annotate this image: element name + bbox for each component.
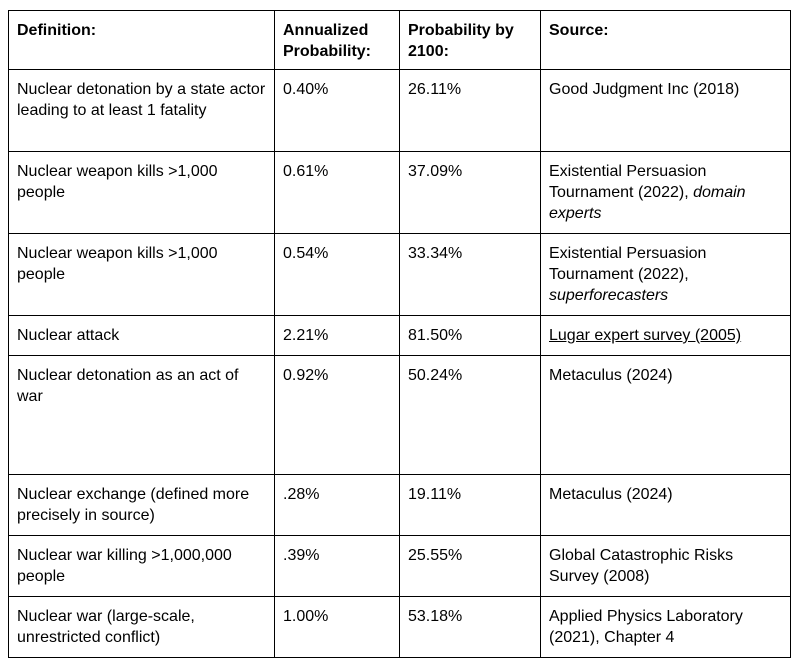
cell-by-2100: 37.09% bbox=[400, 152, 541, 234]
cell-by-2100: 81.50% bbox=[400, 316, 541, 356]
cell-definition: Nuclear weapon kills >1,000 people bbox=[9, 152, 275, 234]
table-row bbox=[9, 316, 791, 356]
cell-annualized: 2.21% bbox=[275, 316, 400, 356]
cell-definition: Nuclear war killing >1,000,000 people bbox=[9, 536, 275, 597]
table-row bbox=[9, 70, 791, 152]
cell-by-2100: 50.24% bbox=[400, 356, 541, 475]
table-row bbox=[9, 597, 791, 658]
cell-source bbox=[541, 152, 791, 234]
source-note: superforecasters bbox=[549, 287, 669, 304]
table-row bbox=[9, 356, 791, 475]
source-link[interactable]: Lugar expert survey (2005) bbox=[549, 327, 742, 344]
header-annualized-probability: Annualized Probability: bbox=[275, 11, 400, 70]
cell-by-2100: 26.11% bbox=[400, 70, 541, 152]
cell-source bbox=[541, 316, 791, 356]
cell-definition: Nuclear weapon kills >1,000 people bbox=[9, 234, 275, 316]
cell-definition: Nuclear attack bbox=[9, 316, 275, 356]
cell-annualized: .28% bbox=[275, 475, 400, 536]
source-text: Metaculus (2024) bbox=[549, 486, 673, 503]
nuclear-probability-table bbox=[8, 10, 791, 658]
cell-by-2100: 53.18% bbox=[400, 597, 541, 658]
cell-source bbox=[541, 70, 791, 152]
table-row bbox=[9, 475, 791, 536]
cell-by-2100: 19.11% bbox=[400, 475, 541, 536]
cell-definition: Nuclear exchange (defined more precisely in source) bbox=[9, 475, 275, 536]
source-text: Global Catastrophic Risks Survey (2008) bbox=[549, 547, 734, 585]
cell-annualized: 0.40% bbox=[275, 70, 400, 152]
cell-definition: Nuclear detonation by a state actor leading to at least 1 fatality bbox=[9, 70, 275, 152]
table-row bbox=[9, 234, 791, 316]
cell-annualized: 0.92% bbox=[275, 356, 400, 475]
source-text: Applied Physics Laboratory (2021), Chapter 4 bbox=[549, 608, 743, 646]
source-text: Existential Persuasion Tournament (2022), bbox=[549, 163, 707, 201]
cell-source bbox=[541, 597, 791, 658]
cell-source bbox=[541, 234, 791, 316]
table-row bbox=[9, 536, 791, 597]
header-source: Source: bbox=[541, 11, 791, 70]
cell-by-2100: 25.55% bbox=[400, 536, 541, 597]
source-text: Metaculus (2024) bbox=[549, 367, 673, 384]
cell-annualized: .39% bbox=[275, 536, 400, 597]
header-row bbox=[9, 11, 791, 70]
cell-annualized: 0.54% bbox=[275, 234, 400, 316]
cell-definition: Nuclear detonation as an act of war bbox=[9, 356, 275, 475]
cell-by-2100: 33.34% bbox=[400, 234, 541, 316]
source-text: Existential Persuasion Tournament (2022), bbox=[549, 245, 707, 283]
cell-source bbox=[541, 536, 791, 597]
cell-source bbox=[541, 356, 791, 475]
source-note: domain experts bbox=[549, 184, 746, 222]
table-row bbox=[9, 152, 791, 234]
cell-source bbox=[541, 475, 791, 536]
cell-annualized: 0.61% bbox=[275, 152, 400, 234]
source-text: Good Judgment Inc (2018) bbox=[549, 81, 740, 98]
probability-table-container bbox=[8, 10, 791, 658]
header-definition: Definition: bbox=[9, 11, 275, 70]
header-probability-by-2100: Probability by 2100: bbox=[400, 11, 541, 70]
cell-definition: Nuclear war (large-scale, unrestricted conflict) bbox=[9, 597, 275, 658]
cell-annualized: 1.00% bbox=[275, 597, 400, 658]
